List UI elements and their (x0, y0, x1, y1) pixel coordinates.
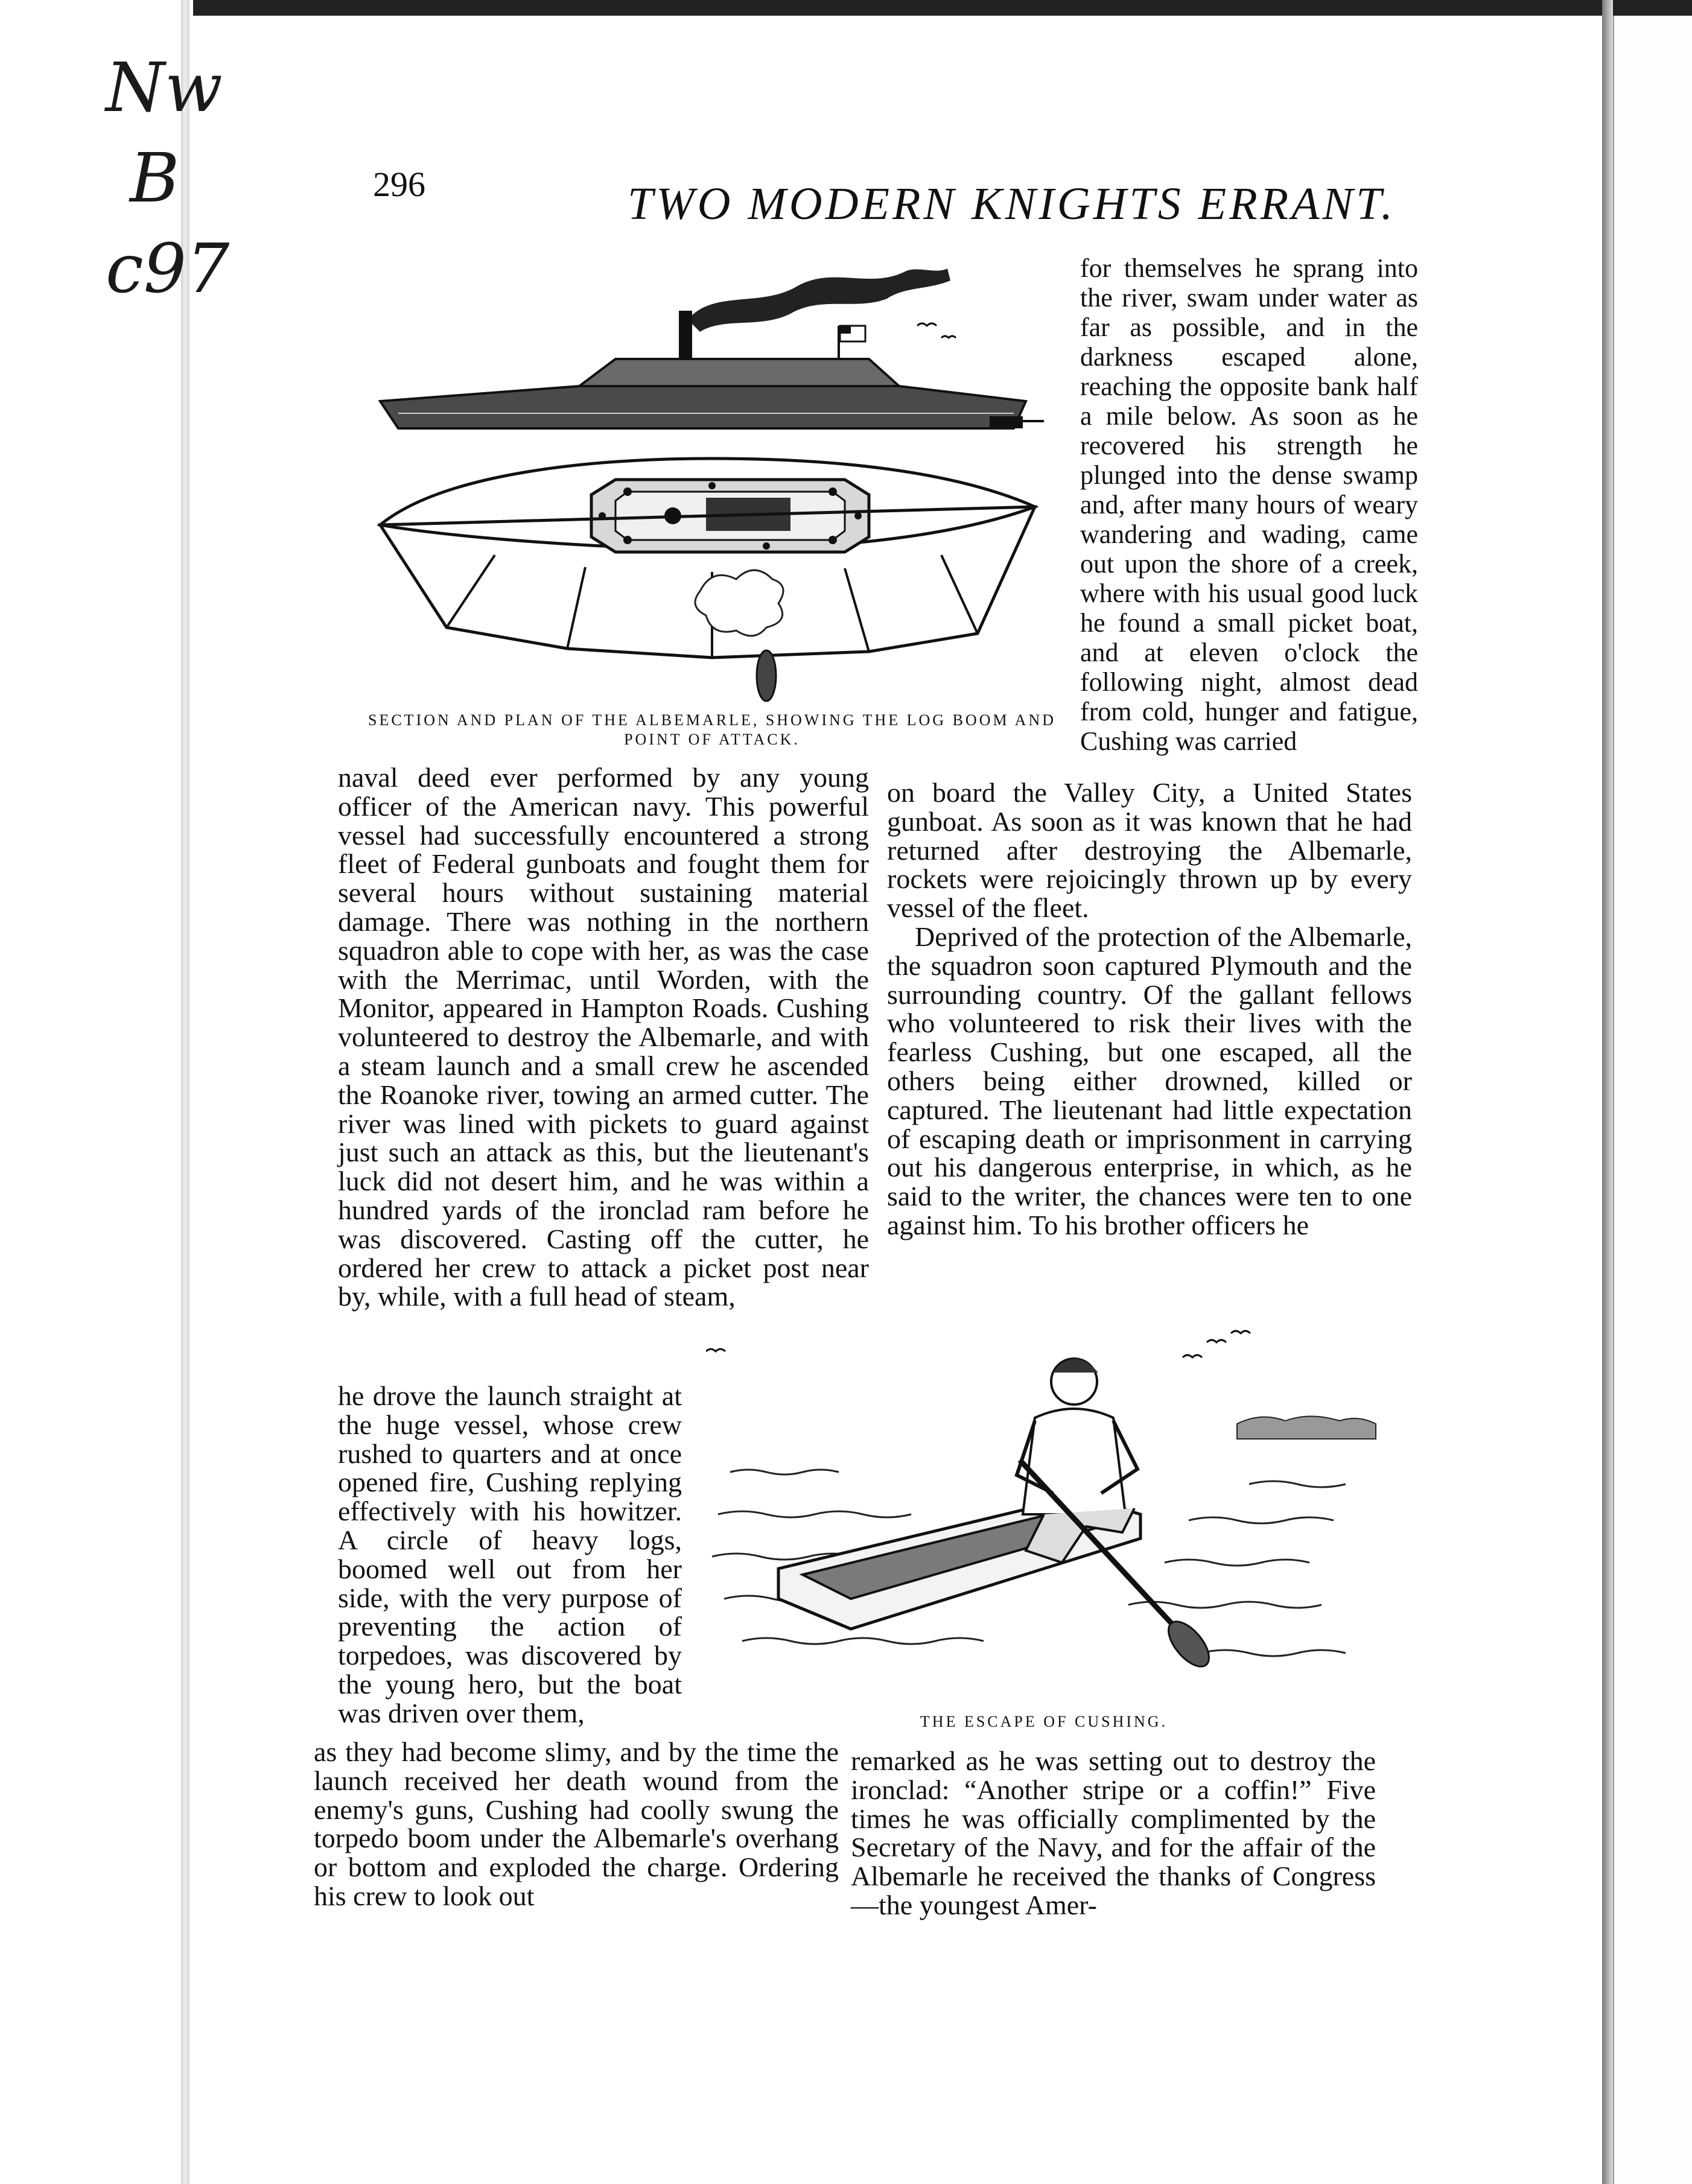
handwritten-note: c97 (106, 230, 230, 308)
left-margin (0, 0, 193, 2184)
escape-figure-caption: THE ESCAPE OF CUSHING. (920, 1713, 1168, 1730)
left-column-narrow (338, 1382, 682, 1728)
paragraph: for themselves he sprang into the river, swam under water as far as possible, and in the darkness escaped alone, reaching the opposite bank half a mile below. As soon as he recovered his strength he plunged into the dense swamp and, after many hours of weary wandering and wading, came out upon the shore of a creek, where with his usual good luck he found a small picket boat, and at eleven o'clock the following night, almost dead from cold, hunger and fatigue, Cushing was carried (1080, 253, 1418, 756)
page-number: 296 (373, 165, 425, 204)
left-column-main (338, 763, 869, 1311)
right-column-bottom (851, 1747, 1376, 1920)
paragraph: on board the Valley City, a United States gunboat. As soon as it was known that he had returned after destroying the Albemarle, rockets were rejoicingly thrown up by every vessel of the fleet. (887, 777, 1412, 924)
left-column-bottom (314, 1738, 839, 1911)
right-column-top (1080, 253, 1418, 756)
paragraph: he drove the launch straight at the huge vessel, whose crew rushed to quarters and at once opened fire, Cushing replying effectively with his howitzer. A circle of heavy logs, boomed well out from her side, with the very purpose of preventing the action of torpedoes, was discovered by the young hero, but the boat was driven over them, (338, 1380, 682, 1728)
right-column-middle (887, 778, 1412, 1240)
escape-illustration (706, 1315, 1394, 1701)
top-edge (193, 0, 1692, 16)
handwritten-note: Nw (106, 49, 223, 127)
ship-figure-caption: SECTION AND PLAN OF THE ALBEMARLE, SHOWING THE LOG BOOM AND POINT OF ATTACK. (368, 711, 1056, 748)
paragraph: as they had become slimy, and by the time the launch received her death wound from the enemy's guns, Cushing had coolly swung the torpedo boom under the Albemarle's overhang or bottom and exploded the charge. Ordering his crew to look out (314, 1736, 839, 1911)
facing-page-edge (1613, 16, 1692, 2184)
handwritten-notes (106, 49, 230, 326)
paragraph: remarked as he was setting out to destroy the ironclad: “Another stripe or a coffin!” Five times he was officially complimented by the Secretary of the Navy, and for the affair of the Albemarle he received the thanks of Congress—the youngest Amer- (851, 1745, 1376, 1920)
running-head: TWO MODERN KNIGHTS ERRANT. (628, 179, 1396, 229)
handwritten-note: B (130, 139, 180, 218)
paragraph: Deprived of the protection of the Albemarle, the squadron soon captured Plymouth and the surrounding country. Of the gallant fellows who volunteered to risk their lives with the fearless Cushing, but one escaped, all the others being either drowned, killed or captured. The lieutenant had little expectation of escaping death or imprisonment in carrying out his dangerous enterprise, in which, as he said to the writer, the chances were ten to one against him. To his brother officers he (887, 921, 1412, 1240)
scan-edge (181, 0, 189, 2184)
paragraph: naval deed ever performed by any young officer of the American navy. This powerful vessel had successfully encountered a strong fleet of Federal gunboats and fought them for several hours without sustaining material damage. There was nothing in the northern squadron able to cope with her, as was the case with the Merrimac, until Worden, with the Monitor, appeared in Hampton Roads. Cushing volunteered to destroy the Albemarle, and with a steam launch and a small crew he ascended the Roanoke river, towing an armed cutter. The river was lined with pickets to guard against just such an attack as this, but the lieutenant's luck did not desert him, and he was within a hundred yards of the ironclad ram before he was discovered. Casting off the cutter, he ordered her crew to attack a picket post near by, while, with a full head of steam, (338, 762, 869, 1312)
page-fold (1602, 0, 1613, 2184)
albemarle-illustration (374, 253, 1050, 718)
